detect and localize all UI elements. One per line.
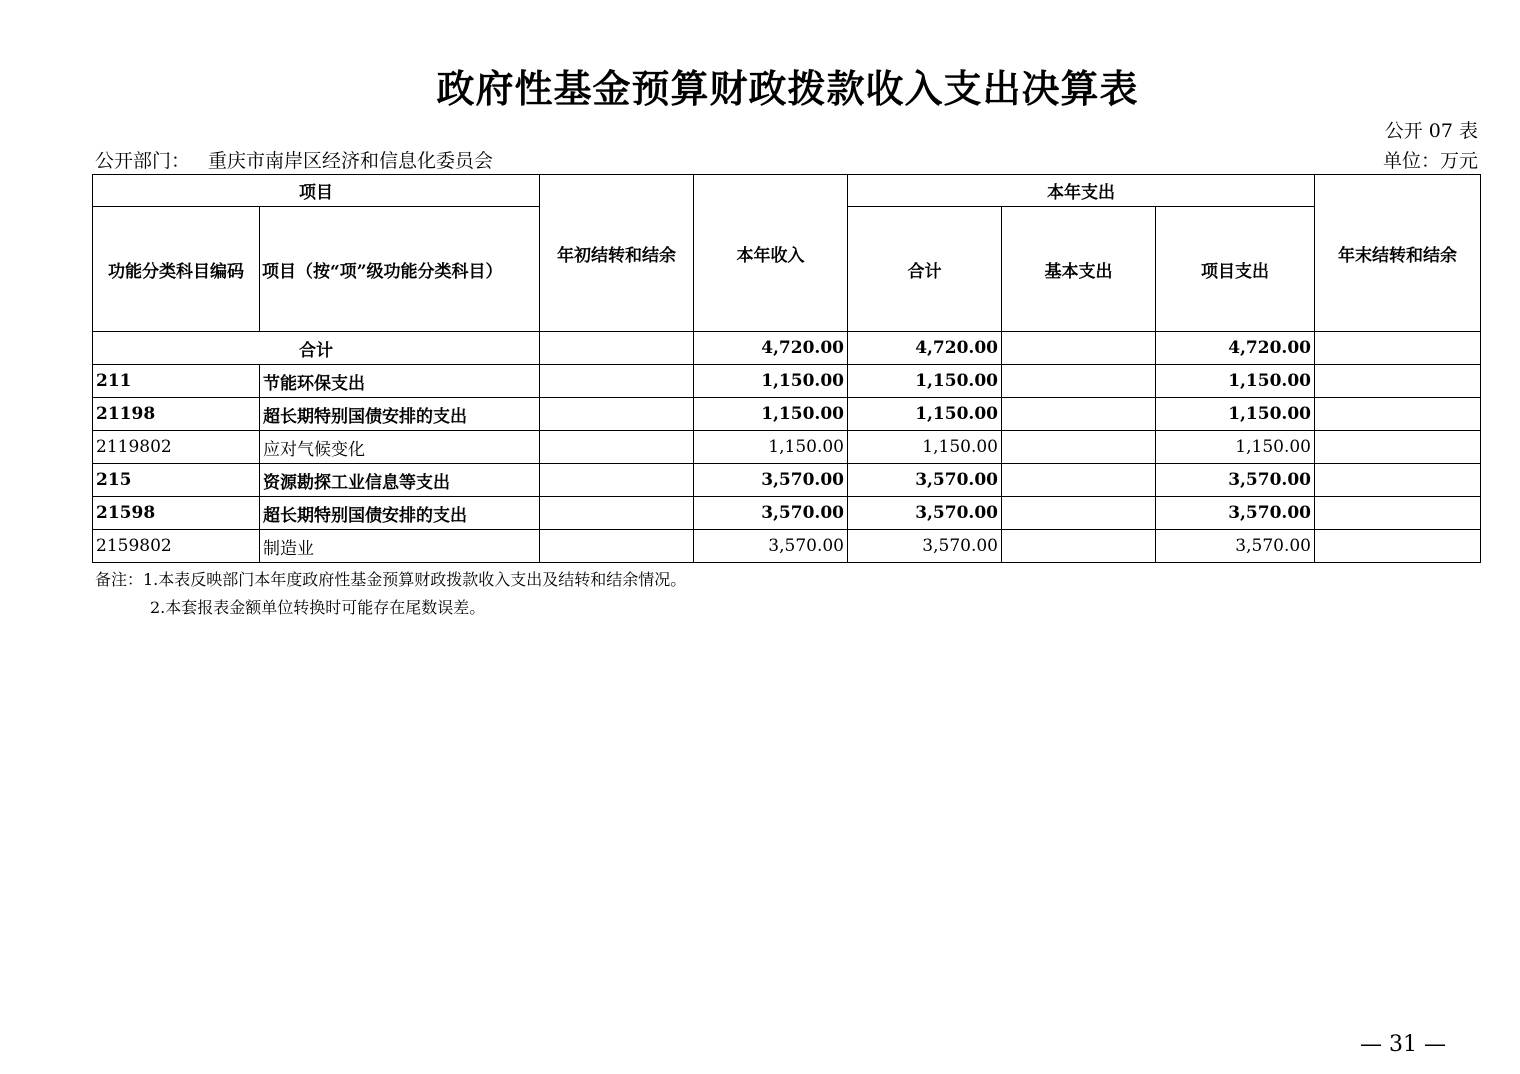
department-label: 公开部门： xyxy=(95,150,191,172)
row-income: 1,150.00 xyxy=(694,365,848,398)
row-expense-total: 1,150.00 xyxy=(848,365,1002,398)
total-expense-basic xyxy=(1002,332,1156,365)
header-expense-total: 合计 xyxy=(848,207,1002,332)
row-code: 2159802 xyxy=(93,530,260,563)
row-expense-total: 3,570.00 xyxy=(848,464,1002,497)
budget-table xyxy=(92,174,1481,563)
row-expense-basic xyxy=(1002,365,1156,398)
unit-label: 单位：万元 xyxy=(1382,150,1478,172)
header-expense-basic: 基本支出 xyxy=(1002,207,1156,332)
department-name: 重庆市南岸区经济和信息化委员会 xyxy=(208,150,494,172)
total-expense-project: 4,720.00 xyxy=(1156,332,1315,365)
row-code: 21198 xyxy=(93,398,260,431)
row-expense-basic xyxy=(1002,398,1156,431)
table-row xyxy=(93,431,1481,464)
notes xyxy=(95,566,686,622)
row-expense-project: 1,150.00 xyxy=(1156,365,1315,398)
row-expense-basic xyxy=(1002,497,1156,530)
header-expense-project: 项目支出 xyxy=(1156,207,1315,332)
row-expense-project: 3,570.00 xyxy=(1156,464,1315,497)
row-name: 制造业 xyxy=(260,530,540,563)
page-number: — 31 — xyxy=(1360,1032,1446,1057)
note-1: 备注：1.本表反映部门本年度政府性基金预算财政拨款收入支出及结转和结余情况。 xyxy=(95,570,687,589)
header-name: 项目（按“项”级功能分类科目） xyxy=(260,207,540,332)
total-begin xyxy=(540,332,694,365)
row-income: 3,570.00 xyxy=(694,530,848,563)
row-income: 3,570.00 xyxy=(694,497,848,530)
table-row xyxy=(93,464,1481,497)
row-name: 节能环保支出 xyxy=(260,365,540,398)
header-expense: 本年支出 xyxy=(848,175,1315,207)
row-income: 1,150.00 xyxy=(694,398,848,431)
table-row xyxy=(93,365,1481,398)
row-begin xyxy=(540,431,694,464)
row-expense-basic xyxy=(1002,431,1156,464)
row-expense-project: 3,570.00 xyxy=(1156,530,1315,563)
row-name: 超长期特别国债安排的支出 xyxy=(260,398,540,431)
row-expense-basic xyxy=(1002,530,1156,563)
table-row xyxy=(93,530,1481,563)
row-begin xyxy=(540,464,694,497)
row-income: 1,150.00 xyxy=(694,431,848,464)
row-name: 资源勘探工业信息等支出 xyxy=(260,464,540,497)
row-begin xyxy=(540,365,694,398)
row-begin xyxy=(540,398,694,431)
note-2: 2.本套报表金额单位转换时可能存在尾数误差。 xyxy=(150,598,486,617)
header-code: 功能分类科目编码 xyxy=(93,207,260,332)
row-expense-total: 3,570.00 xyxy=(848,497,1002,530)
header-begin-balance: 年初结转和结余 xyxy=(540,175,694,332)
row-name: 超长期特别国债安排的支出 xyxy=(260,497,540,530)
header-end-balance: 年末结转和结余 xyxy=(1315,175,1481,332)
table-number: 公开 07 表 xyxy=(1384,120,1478,142)
row-name: 应对气候变化 xyxy=(260,431,540,464)
row-expense-total: 1,150.00 xyxy=(848,398,1002,431)
department-line xyxy=(95,146,493,173)
row-begin xyxy=(540,530,694,563)
row-code: 2119802 xyxy=(93,431,260,464)
row-code: 211 xyxy=(93,365,260,398)
page-title: 政府性基金预算财政拨款收入支出决算表 xyxy=(436,66,1139,111)
row-end xyxy=(1315,365,1481,398)
row-begin xyxy=(540,497,694,530)
row-end xyxy=(1315,497,1481,530)
total-expense-total: 4,720.00 xyxy=(848,332,1002,365)
row-expense-project: 1,150.00 xyxy=(1156,398,1315,431)
row-expense-total: 3,570.00 xyxy=(848,530,1002,563)
row-code: 215 xyxy=(93,464,260,497)
row-end xyxy=(1315,398,1481,431)
total-row xyxy=(93,332,1481,365)
row-end xyxy=(1315,530,1481,563)
row-expense-project: 1,150.00 xyxy=(1156,431,1315,464)
total-income: 4,720.00 xyxy=(694,332,848,365)
table-row xyxy=(93,398,1481,431)
row-end xyxy=(1315,464,1481,497)
total-label: 合计 xyxy=(93,332,540,365)
header-income: 本年收入 xyxy=(694,175,848,332)
row-end xyxy=(1315,431,1481,464)
row-expense-project: 3,570.00 xyxy=(1156,497,1315,530)
row-expense-basic xyxy=(1002,464,1156,497)
row-income: 3,570.00 xyxy=(694,464,848,497)
table-row xyxy=(93,497,1481,530)
total-end xyxy=(1315,332,1481,365)
row-expense-total: 1,150.00 xyxy=(848,431,1002,464)
header-project: 项目 xyxy=(93,175,540,207)
row-code: 21598 xyxy=(93,497,260,530)
